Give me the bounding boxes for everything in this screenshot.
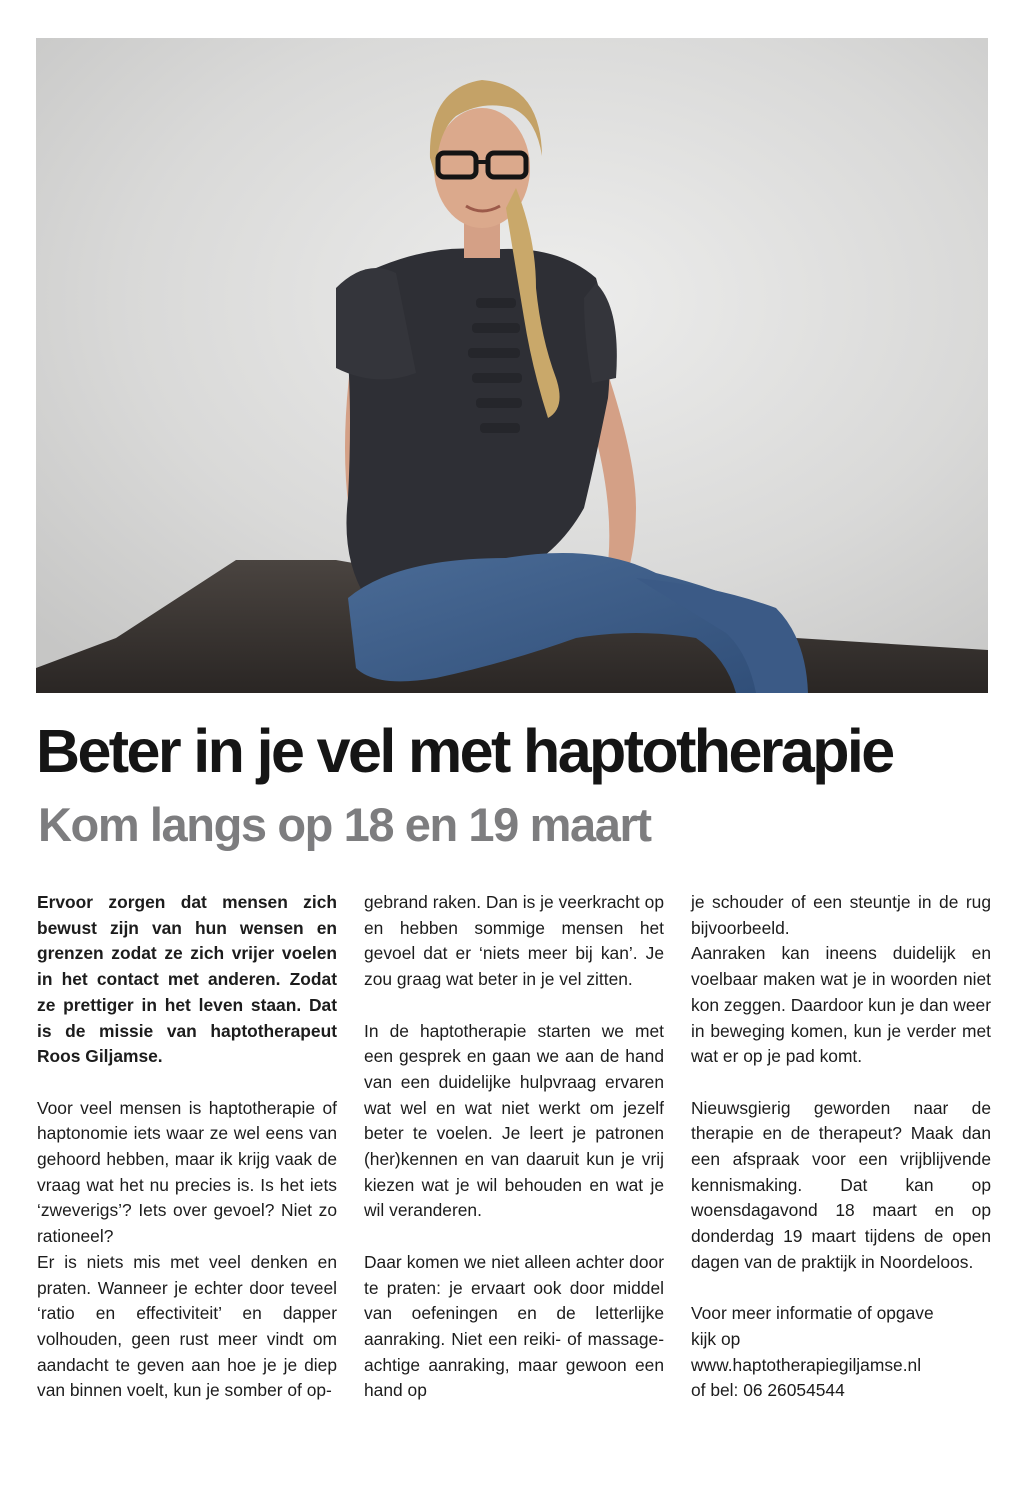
hero-photo xyxy=(36,38,988,693)
body-paragraph: je schouder of een steuntje in de rug bijvoorbeeld. xyxy=(691,892,991,938)
phone-number: of bel: 06 26054544 xyxy=(691,1380,845,1401)
info-line: kijk op xyxy=(691,1328,741,1349)
subheadline: Kom langs op 18 en 19 maart xyxy=(38,798,651,851)
article-column-2 xyxy=(364,890,664,1404)
info-line: Voor meer informatie of opgave xyxy=(691,1303,934,1324)
headline: Beter in je vel met haptotherapie xyxy=(36,717,893,785)
contact-block xyxy=(691,1301,991,1404)
website-link[interactable]: www.haptotherapiegiljamse.nl xyxy=(691,1354,922,1375)
body-paragraph: Voor veel mensen is haptotherapie of haptonomie iets waar ze wel eens van gehoord hebben, maar ik krijg vaak de vraag wat het nu precies is. Is het iets ‘zweverigs’? Iets over gevoel? Niet zo rationeel? xyxy=(37,1097,337,1247)
body-paragraph: In de haptotherapie starten we met een gesprek en gaan we aan de hand van een duidelijke hulpvraag ervaren wat wel en wat niet werkt om jezelf beter te voelen. Je leert je patronen (her)kennen en van daaruit kun je vrij kiezen wat je wil behouden en wat je wil veranderen. xyxy=(364,1020,664,1221)
intro-paragraph: Ervoor zorgen dat mensen zich bewust zijn van hun wensen en grenzen zodat ze zich vrijer voelen in het contact met anderen. Zodat ze prettiger in het leven staan. Dat is de missie van haptotherapeut Roos Giljamse. xyxy=(37,892,337,1067)
article-column-3 xyxy=(691,890,991,1404)
body-paragraph: gebrand raken. Dan is je veerkracht op en hebben sommige mensen het gevoel dat er ‘niets meer bij kan’. Je zou graag wat beter in je vel zitten. xyxy=(364,892,664,990)
body-paragraph: Er is niets mis met veel denken en praten. Wanneer je echter door teveel ‘ratio en effectiviteit’ en dapper volhouden, geen rust meer vindt om aandacht te geven aan hoe je je diep van binnen voelt, kun je somber of op- xyxy=(37,1251,337,1401)
body-paragraph: Nieuwsgierig geworden naar de therapie en de therapeut? Maak dan een afspraak voor een vrijblijvende kennismaking. Dat kan op woensdagavond 18 maart en op donderdag 19 maart tijdens de open dagen van de praktijk in Noordeloos. xyxy=(691,1097,991,1272)
article-column-1 xyxy=(37,890,337,1404)
body-paragraph: Daar komen we niet alleen achter door te praten: je ervaart ook door middel van oefeningen en de letterlijke aanraking. Niet een reiki- of massage-achtige aanraking, maar gewoon een hand op xyxy=(364,1251,664,1401)
body-paragraph: Aanraken kan ineens duidelijk en voelbaar maken wat je in woorden niet kon zeggen. Daardoor kun je dan weer in beweging komen, kun je verder met wat er op je pad komt. xyxy=(691,943,991,1067)
portrait-photo-icon xyxy=(36,38,988,693)
